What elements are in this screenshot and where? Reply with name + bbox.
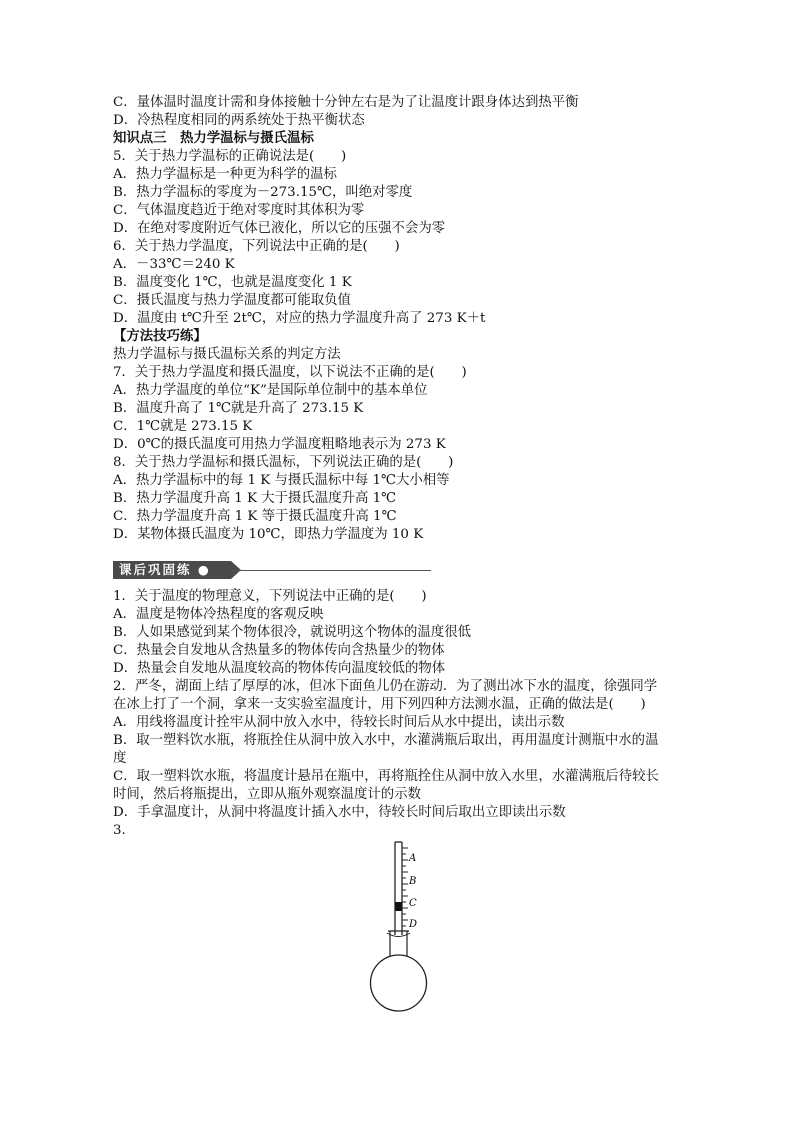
rq2-option-c-line1: C．取一塑料饮水瓶，将温度计悬吊在瓶中，再将瓶拴住从洞中放入水里，水灌满瓶后待较长 — [113, 769, 659, 784]
question-6: 6．关于热力学温度，下列说法中正确的是( ) — [113, 239, 400, 254]
review-question-1: 1．关于温度的物理意义，下列说法中正确的是( ) — [113, 589, 427, 604]
question-5: 5．关于热力学温标的正确说法是( ) — [113, 149, 347, 164]
q6-option-d: D．温度由 t℃升至 2t℃，对应的热力学温度升高了 273 K＋t — [113, 311, 486, 326]
q8-option-c: C．热力学温度升高 1 K 等于摄氏温度升高 1℃ — [113, 509, 397, 524]
q5-option-a: A．热力学温标是一种更为科学的温标 — [113, 167, 337, 182]
q5-option-c: C．气体温度趋近于绝对零度时其体积为零 — [113, 203, 365, 218]
rq2-option-d: D．手拿温度计，从洞中将温度计插入水中，待较长时间后取出立即读出示数 — [113, 805, 566, 820]
section-banner — [113, 561, 433, 579]
q5-option-b: B．热力学温标的零度为－273.15℃，叫绝对零度 — [113, 185, 413, 200]
q7-option-c: C．1℃就是 273.15 K — [113, 419, 253, 434]
section-banner-label: 课后巩固练 ● — [113, 561, 231, 579]
line-q4-d: D．冷热程度相同的两系统处于热平衡状态 — [113, 113, 365, 128]
rq1-option-d: D．热量会自发地从温度较高的物体传向温度较低的物体 — [113, 661, 446, 676]
flask-neck — [390, 931, 407, 956]
rq2-option-c-line2: 时间，然后将瓶提出，立即从瓶外观察温度计的示数 — [113, 787, 421, 802]
q8-option-b: B．热力学温度升高 1 K 大于摄氏温度升高 1℃ — [113, 491, 397, 506]
review-question-3: 3. — [113, 823, 126, 838]
rq2-option-a: A．用线将温度计拴牢从洞中放入水中，待较长时间后从水中提出，读出示数 — [113, 715, 565, 730]
flask-bulb — [371, 955, 427, 1011]
knowledge-point-heading: 知识点三 热力学温标与摄氏温标 — [113, 130, 314, 146]
q8-option-d: D．某物体摄氏温度为 10℃，即热力学温度为 10 K — [113, 527, 424, 542]
review-question-2-line1: 2．严冬，湖面上结了厚厚的冰，但冰下面鱼儿仍在游动．为了测出冰下水的温度，徐强同学 — [113, 679, 658, 694]
method-subheading: 热力学温标与摄氏温标关系的判定方法 — [113, 347, 341, 362]
q6-option-a: A．－33℃＝240 K — [113, 257, 235, 272]
question-8: 8．关于热力学温标和摄氏温标，下列说法正确的是( ) — [113, 455, 454, 470]
label-b: B — [409, 876, 417, 887]
label-a: A — [409, 853, 417, 864]
q6-option-b: B．温度变化 1℃，也就是温度变化 1 K — [113, 275, 352, 290]
rq1-option-c: C．热量会自发地从含热量多的物体传向含热量少的物体 — [113, 643, 445, 658]
label-d: D — [409, 919, 418, 930]
flask-thermometer-figure — [365, 838, 445, 1013]
label-c: C — [409, 898, 417, 909]
rq2-option-b-line2: 度 — [113, 751, 127, 766]
q8-option-a: A．热力学温标中的每 1 K 与摄氏温标中每 1℃大小相等 — [113, 473, 450, 488]
q7-option-d: D．0℃的摄氏温度可用热力学温度粗略地表示为 273 K — [113, 437, 446, 452]
q5-option-d: D．在绝对零度附近气体已液化，所以它的压强不会为零 — [113, 221, 446, 236]
q6-option-c: C．摄氏温度与热力学温度都可能取负值 — [113, 293, 351, 308]
method-heading: 【方法技巧练】 — [113, 328, 207, 344]
q7-option-b: B．温度升高了 1℃就是升高了 273.15 K — [113, 401, 364, 416]
review-question-2-line2: 在冰上打了一个洞，拿来一支实验室温度计，用下列四种方法测水温，正确的做法是( ) — [113, 697, 646, 712]
rq1-option-b: B．人如果感觉到某个物体很冷，就说明这个物体的温度很低 — [113, 625, 471, 640]
question-7: 7．关于热力学温度和摄氏温度，以下说法不正确的是( ) — [113, 365, 467, 380]
q7-option-a: A．热力学温度的单位“K”是国际单位制中的基本单位 — [113, 383, 428, 398]
line-q4-c: C．量体温时温度计需和身体接触十分钟左右是为了让温度计跟身体达到热平衡 — [113, 95, 579, 110]
liquid-column — [396, 902, 402, 911]
scale-ticks — [402, 848, 408, 926]
rq1-option-a: A．温度是物体冷热程度的客观反映 — [113, 607, 324, 622]
banner-rule — [231, 570, 431, 571]
rq2-option-b-line1: B．取一塑料饮水瓶，将瓶拴住从洞中放入水中，水灌满瓶后取出，再用温度计测瓶中水的温 — [113, 733, 659, 748]
